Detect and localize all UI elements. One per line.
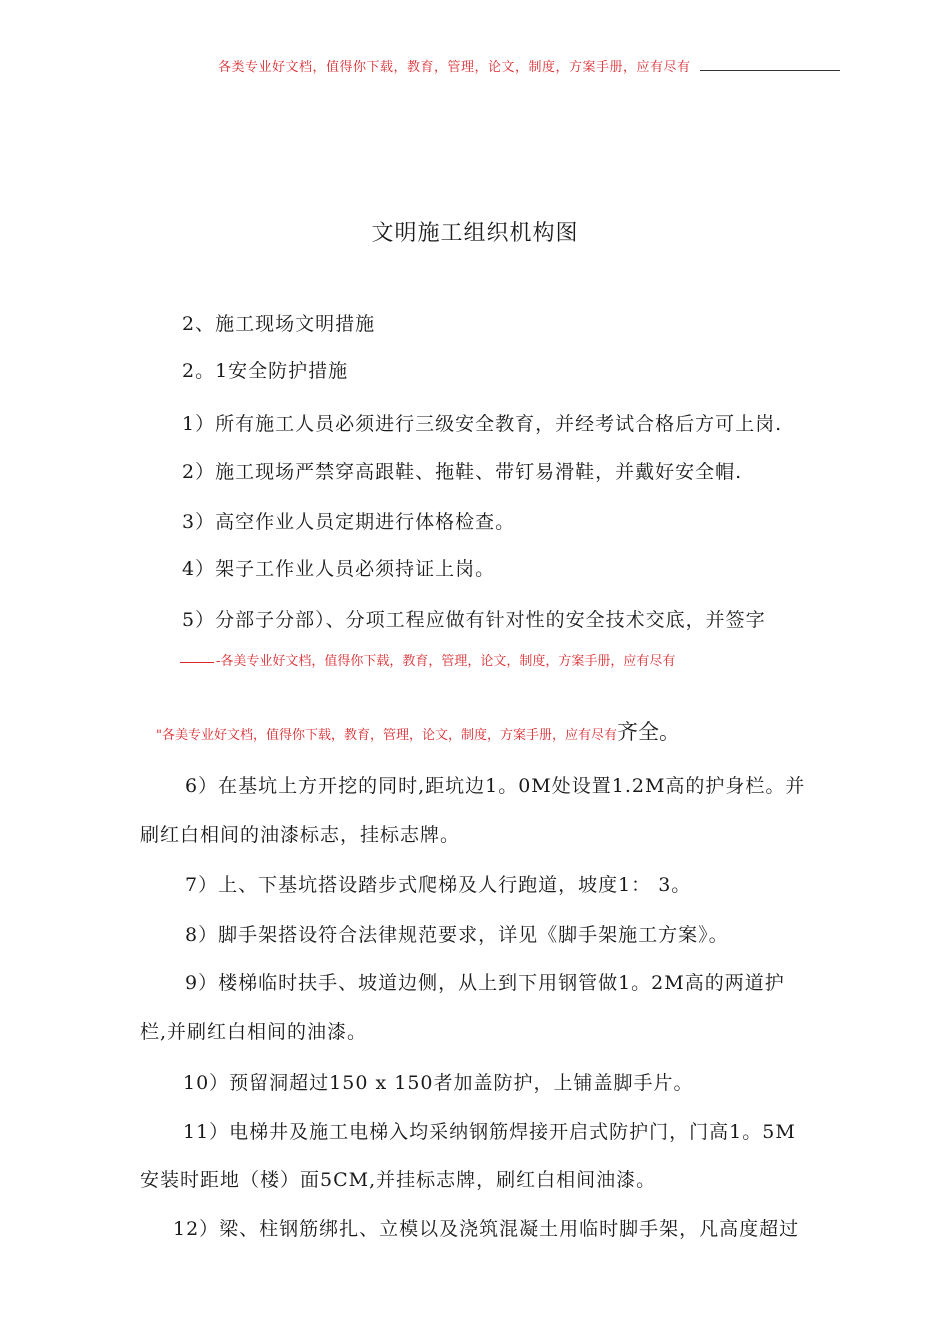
- item-1: 1）所有施工人员必须进行三级安全教育，并经考试合格后方可上岗.: [182, 413, 783, 435]
- item-11-line-2: 安装时距地（楼）面5CM,并挂标志牌，刷红白相间油漆。: [140, 1169, 657, 1191]
- item-7: 7）上、下基坑搭设踏步式爬梯及人行跑道，坡度1： 3。: [185, 874, 692, 896]
- item-12: 12）梁、柱钢筋绑扎、立模以及浇筑混凝土用临时脚手架，凡高度超过: [173, 1218, 800, 1240]
- item-3: 3）高空作业人员定期进行体格检查。: [182, 511, 516, 533]
- item-6-line-1: 6）在基坑上方开挖的同时,距坑边1。0M处设置1.2M高的护身栏。并: [185, 775, 806, 797]
- footer-watermark-note: [180, 650, 675, 669]
- item-9-line-1: 9）楼梯临时扶手、坡道边侧，从上到下用钢管做1。2M高的两道护: [185, 972, 785, 994]
- item-4: 4）架子工作业人员必须持证上岗。: [182, 558, 496, 580]
- item-5-end: 齐全。: [616, 720, 680, 744]
- item-8: 8）脚手架搭设符合法律规范要求，详见《脚手架施工方案》。: [185, 924, 729, 946]
- item-11-line-1: 11）电梯井及施工电梯入均采纳钢筋焊接开启式防护门，门高1。5M: [183, 1121, 796, 1143]
- item-2: 2）施工现场严禁穿高跟鞋、拖鞋、带钉易滑鞋，并戴好安全帽.: [182, 461, 743, 483]
- footer-note-underline: [180, 662, 214, 663]
- item-9-line-2: 栏,并刷红白相间的油漆。: [140, 1021, 368, 1043]
- item-10: 10）预留洞超过150 x 150者加盖防护，上铺盖脚手片。: [183, 1072, 694, 1094]
- section-subheading: 2。1安全防护措施: [182, 360, 349, 382]
- header-rule: [700, 70, 840, 71]
- section-heading: 2、施工现场文明措施: [182, 313, 376, 335]
- item-6-line-2: 刷红白相间的油漆标志，挂标志牌。: [140, 824, 461, 846]
- item-5: 5）分部子分部）、分项工程应做有针对性的安全技术交底，并签字: [182, 609, 766, 631]
- page2-watermark-line: [156, 716, 680, 746]
- page-title: 文明施工组织机构图: [371, 221, 579, 246]
- header-watermark-note: 各类专业好文档，值得你下载，教育，管理，论文，制度，方案手册，应有尽有: [218, 60, 691, 75]
- page2-watermark-note: "各美专业好文档，值得你下载，教育，管理，论文，制度，方案手册，应有尽有: [156, 728, 617, 743]
- footer-note-text: -各美专业好文档，值得你下载，教育，管理，论文，制度，方案手册，应有尽有: [216, 654, 676, 669]
